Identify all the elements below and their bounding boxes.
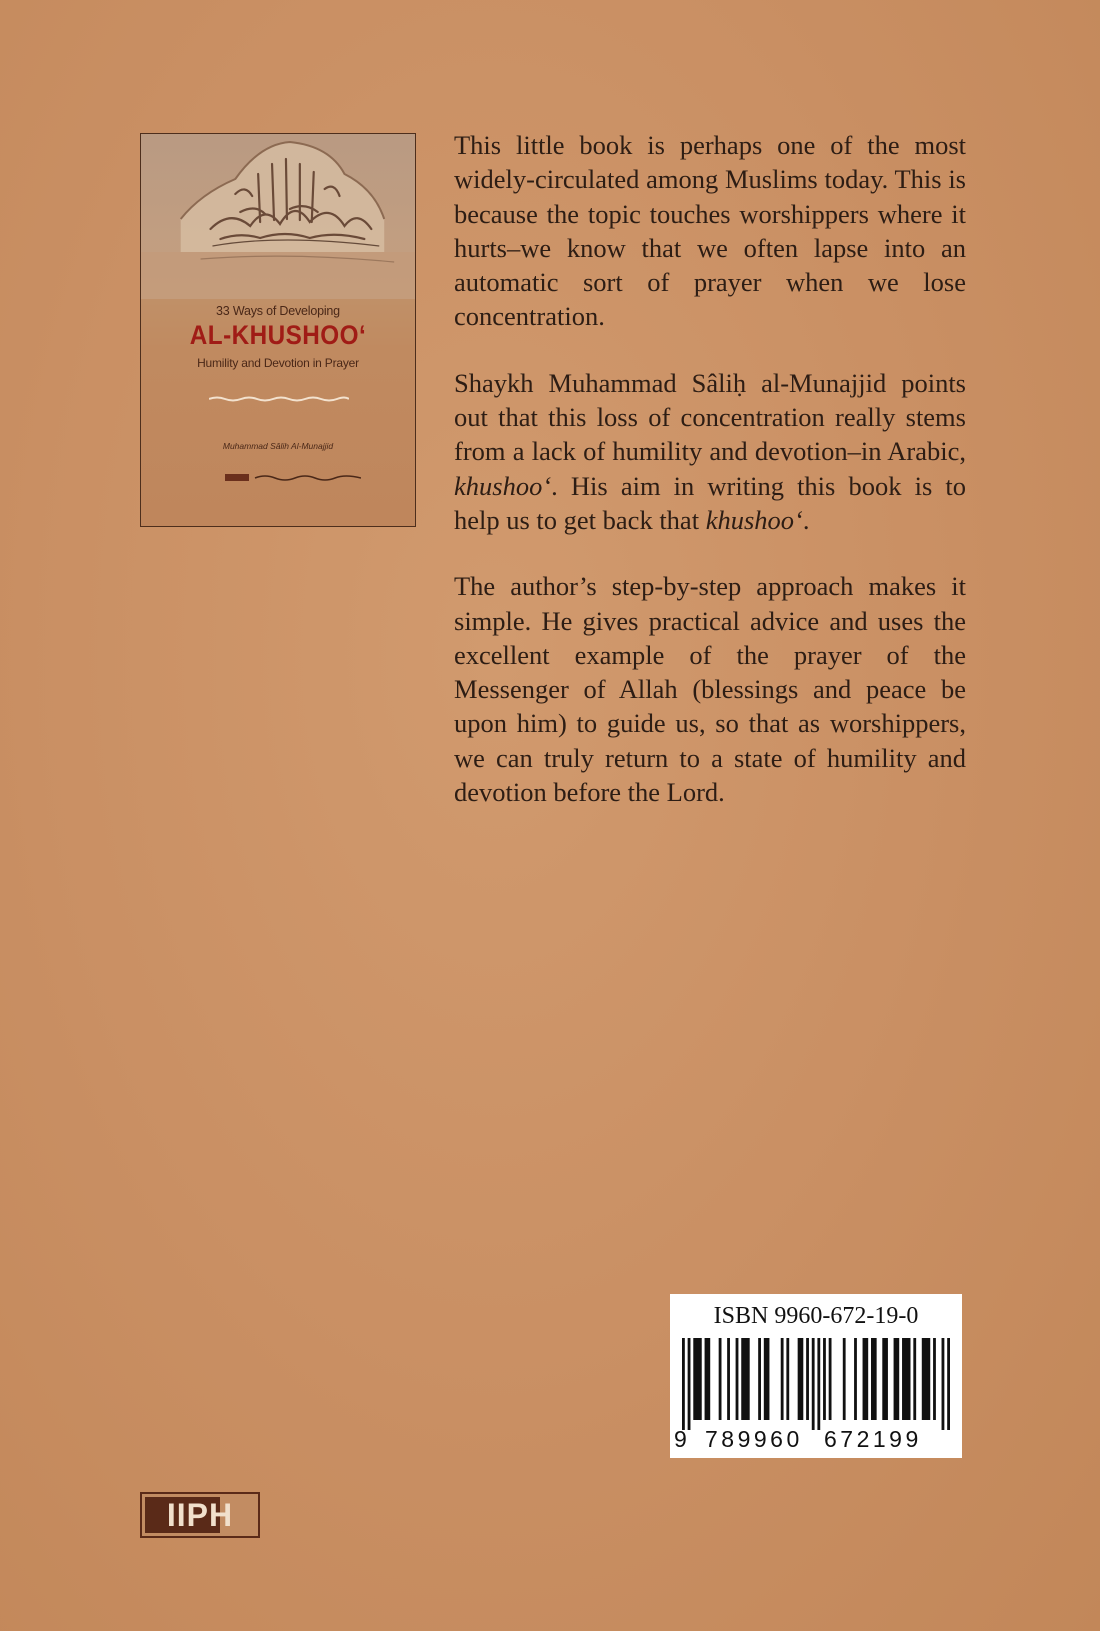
barcode-bar	[786, 1338, 789, 1420]
front-cover-thumbnail	[140, 133, 416, 527]
barcode-bar	[812, 1338, 815, 1430]
blurb-italic-term: khushoo‘	[454, 470, 552, 501]
isbn-label: ISBN 9960-672-19-0	[713, 1303, 919, 1329]
ean-first-digit: 9	[674, 1426, 687, 1452]
ean-digits	[674, 1426, 960, 1454]
arabic-calligraphy-carving-icon	[141, 134, 415, 299]
barcode-bar	[798, 1338, 804, 1420]
barcode-bar	[933, 1338, 936, 1420]
barcode-bar	[942, 1338, 945, 1430]
cover-subtitle-bottom: Humility and Devotion in Prayer	[197, 356, 359, 370]
blurb-paragraph	[454, 366, 966, 537]
barcode-bar	[922, 1338, 930, 1420]
barcode-bar	[882, 1338, 888, 1420]
barcode-bar	[863, 1338, 869, 1420]
barcode-bar	[727, 1338, 730, 1420]
cover-subtitle-top: 33 Ways of Developing	[216, 304, 340, 318]
barcode-bar	[817, 1338, 820, 1430]
blurb-italic-term: khushoo‘	[705, 504, 803, 535]
barcode-bar	[736, 1338, 739, 1420]
barcode-bar	[693, 1338, 701, 1420]
barcode-bar	[682, 1338, 685, 1430]
arabic-publisher-line-icon	[225, 473, 361, 482]
iiph-publisher-logo	[140, 1492, 260, 1538]
barcode-bar	[902, 1338, 910, 1420]
barcode-bar	[781, 1338, 784, 1420]
ean-group-left: 789960	[705, 1426, 803, 1452]
barcode-bar	[829, 1338, 832, 1420]
back-cover-blurb	[454, 128, 966, 841]
isbn-barcode	[670, 1294, 962, 1458]
barcode-bar	[705, 1338, 711, 1420]
barcode-bar	[688, 1338, 691, 1430]
barcode-bar	[764, 1338, 770, 1420]
barcode-bar	[854, 1338, 857, 1420]
barcode-bar	[871, 1338, 877, 1420]
barcode-bar	[947, 1338, 950, 1430]
barcode-bar	[719, 1338, 722, 1420]
barcode-bar	[741, 1338, 749, 1420]
barcode-bars-icon	[682, 1338, 950, 1430]
blurb-text: .	[802, 504, 810, 535]
barcode-bar	[913, 1338, 916, 1420]
barcode-bar	[823, 1338, 826, 1420]
barcode-bar	[894, 1338, 900, 1420]
barcode-bar	[806, 1338, 809, 1420]
blurb-paragraph: This little book is perhaps one of the most widely-circulated among Muslims today. This is because the topic touches worshippers where it hurts–we know that we often lapse into an automatic sort of prayer when we lose concentration.	[454, 130, 966, 332]
cover-author: Muhammad Sâlih Al-Munajjid	[222, 441, 334, 451]
blurb-text: . His aim in writing this book is to help us to get back that	[454, 470, 966, 535]
blurb-text: Shaykh Muhammad Sâliḥ al-Munajjid points out that this loss of concentration really stems from a lack of humility and devotion–in Arabic,	[454, 367, 966, 467]
logo-text: IIPH	[166, 1497, 234, 1533]
arabic-title-line-icon	[209, 396, 349, 402]
barcode-bar	[843, 1338, 846, 1420]
barcode-bar	[758, 1338, 761, 1420]
blurb-paragraph: The author’s step-by-step approach makes it simple. He gives practical advice and uses the excellent example of the prayer of the Messenger of Allah (blessings and peace be upon him) to guide us, so that as worshippers, we can truly return to a state of humility and devotion before the Lord.	[454, 571, 966, 808]
ean-group-right: 672199	[824, 1426, 922, 1452]
cover-title: AL-KHUSHOO‘	[189, 320, 367, 350]
